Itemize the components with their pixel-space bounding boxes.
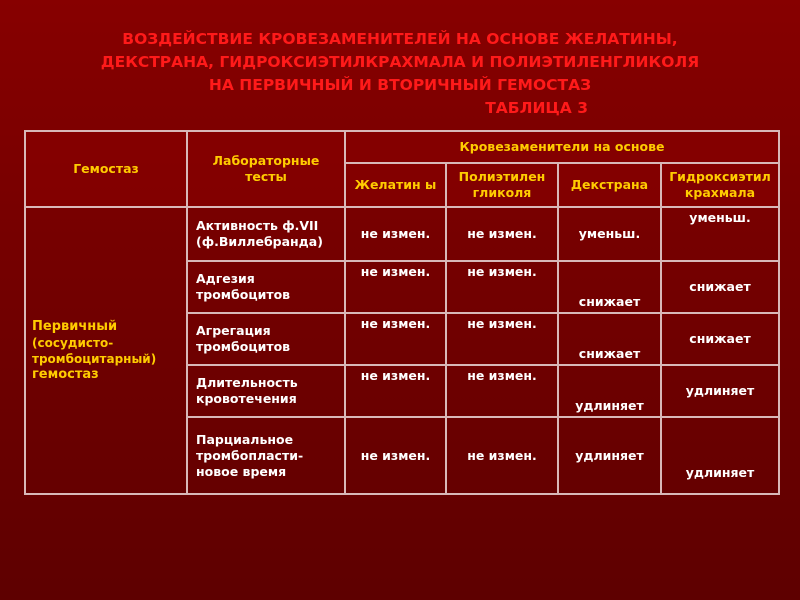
value-cell: не измен.	[446, 261, 558, 313]
value-cell: не измен.	[345, 261, 446, 313]
test-name: Активность ф.VII (ф.Виллебранда)	[187, 207, 345, 261]
value-cell: уменьш.	[558, 207, 661, 261]
group-label: Первичный	[32, 318, 118, 334]
header-hemostasis: Гемостаз	[25, 131, 187, 207]
value-cell: не измен.	[345, 417, 446, 494]
value-cell: удлиняет	[661, 417, 779, 494]
test-name: Агрегация тромбоцитов	[187, 313, 345, 365]
title-line: ВОЗДЕЙСТВИЕ КРОВЕЗАМЕНИТЕЛЕЙ НА ОСНОВЕ ЖЕЛАТИНЫ,	[122, 30, 678, 48]
value-cell: удлиняет	[558, 417, 661, 494]
header-col: Полиэтилен гликоля	[446, 163, 558, 207]
slide-title	[0, 28, 800, 120]
header-group: Кровезаменители на основе	[345, 131, 779, 163]
value-cell: уменьш.	[661, 207, 779, 261]
value-cell: снижает	[661, 261, 779, 313]
header-col: Декстрана	[558, 163, 661, 207]
header-col: Желатин ы	[345, 163, 446, 207]
group-label: гемостаз	[32, 366, 99, 382]
test-name: Длительность кровотечения	[187, 365, 345, 417]
test-name: Адгезия тромбоцитов	[187, 261, 345, 313]
group-sublabel: (сосудисто-тромбоцитарный)	[32, 335, 157, 366]
value-cell: удлиняет	[558, 365, 661, 417]
value-cell: не измен.	[446, 313, 558, 365]
value-cell: удлиняет	[661, 365, 779, 417]
value-cell: снижает	[661, 313, 779, 365]
test-name: Парциальное тромбопласти-новое время	[187, 417, 345, 494]
title-line: НА ПЕРВИЧНЫЙ И ВТОРИЧНЫЙ ГЕМОСТАЗ	[208, 76, 592, 94]
value-cell: снижает	[558, 261, 661, 313]
value-cell: не измен.	[345, 313, 446, 365]
header-col: Гидроксиэтил крахмала	[661, 163, 779, 207]
value-cell: снижает	[558, 313, 661, 365]
value-cell: не измен.	[345, 207, 446, 261]
title-line: ДЕКСТРАНА, ГИДРОКСИЭТИЛКРАХМАЛА И ПОЛИЭТИЛЕНГЛИКОЛЯ	[100, 53, 700, 71]
value-cell: не измен.	[446, 365, 558, 417]
value-cell: не измен.	[446, 417, 558, 494]
primary-hemostasis-cell	[25, 207, 187, 494]
header-lab-tests: Лабораторные тесты	[187, 131, 345, 207]
value-cell: не измен.	[446, 207, 558, 261]
hemostasis-table	[24, 130, 780, 495]
value-cell: не измен.	[345, 365, 446, 417]
table-row	[25, 207, 779, 261]
table-label: ТАБЛИЦА 3	[485, 99, 588, 117]
